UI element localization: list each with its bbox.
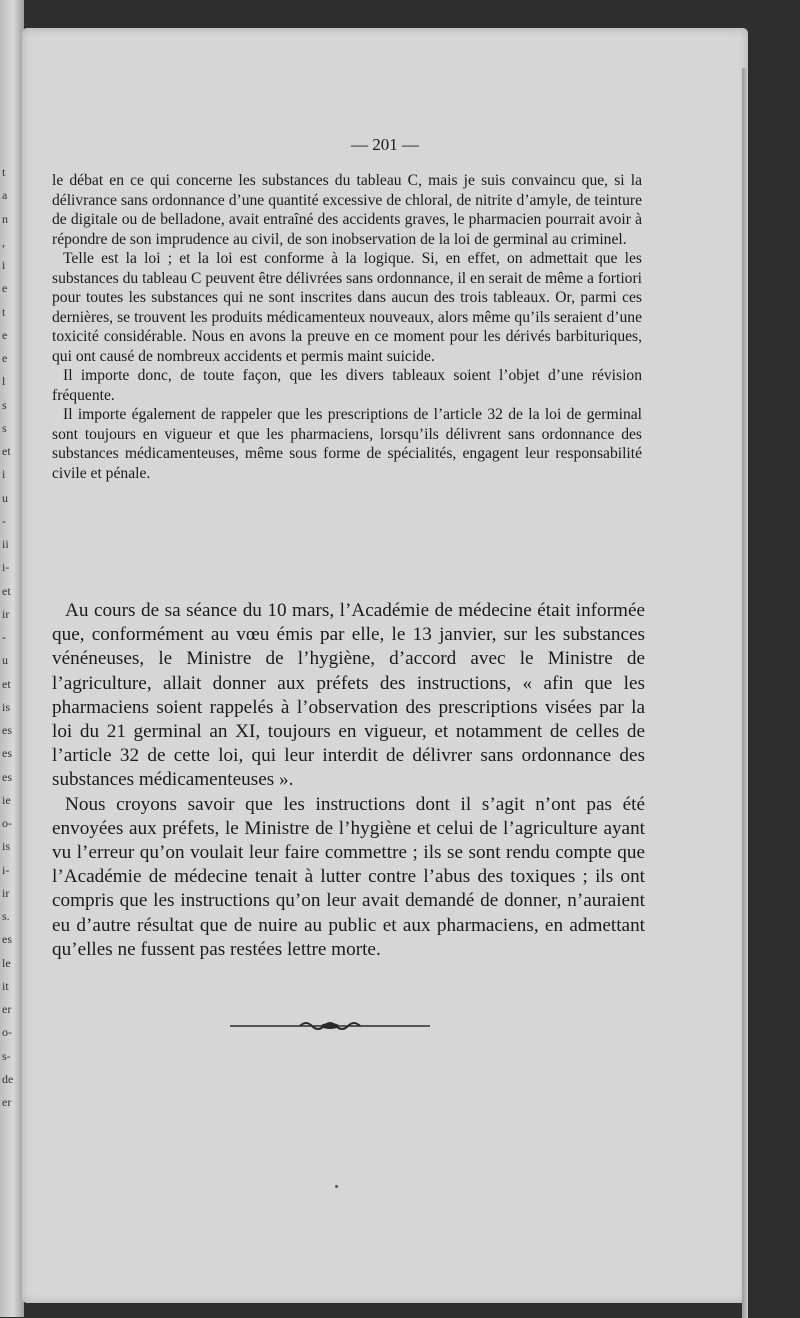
edge-fragment: o- [2, 816, 12, 830]
paragraph: Il importe donc, de toute façon, que les divers tableaux soient l’objet d’une révision fréquente. [52, 367, 642, 404]
edge-fragment: i [2, 467, 6, 482]
paragraph: Telle est la loi ; et la loi est conforme à la logique. Si, en effet, on admettait que les substances du tableau C peuvent être délivrées sans ordonnance, il en serait de même a fortiori pour toutes les substances qui ne sont inscrites dans aucun des trois tableaux. Or, parmi ces dernières, se trouvent les produits médicamenteux nouveaux, alors même qu’ils seraient d’une toxicité considérable. Nous en avons la preuve en ce moment pour les dérivés barbituriques, qui ont causé de nombreux accidents et permis maint suicide. [52, 250, 642, 365]
page-number: — 201 — [351, 135, 419, 154]
paragraph: Il importe également de rappeler que les prescriptions de l’article 32 de la loi de germinal sont toujours en vigueur et que les pharmaciens, lorsqu’ils délivrent sans ordonnance des substances médicamenteuses, même sous forme de spécialités, engagent leur responsabilité civile et pénale. [52, 406, 642, 482]
edge-fragment: e [2, 327, 8, 342]
edge-fragment: ie [2, 792, 11, 807]
edge-fragment: i- [2, 862, 10, 877]
edge-fragment: ir [2, 885, 10, 900]
edge-fragment: l [2, 374, 6, 389]
edge-fragment: es [2, 746, 12, 761]
edge-fragment: is [2, 699, 11, 714]
edge-fragment: le [2, 955, 11, 970]
edge-fragment: n [2, 211, 8, 226]
paragraph: Au cours de sa séance du 10 mars, l’Académie de médecine était informée que, conformément au vœu émis par elle, le 13 janvier, sur les substances vénéneuses, le Ministre de l’hygiène, d’accord avec le Ministre de l’agriculture, allait donner aux préfets des instructions, « afin que les pharmaciens soient rappelés à l’observation des prescriptions visées par la loi du 21 germinal an XI, toujours en vigueur, et notamment de celles de l’article 32 de cette loi, qui leur interdit de délivrer sans ordonnance des substances médicamenteuses ». [52, 600, 645, 791]
previous-page-edge [0, 0, 24, 1317]
quoted-passage [52, 171, 642, 483]
edge-fragment: , [2, 234, 5, 249]
edge-fragment: is [2, 839, 11, 854]
decorative-rule-ornament [230, 1018, 430, 1032]
edge-fragment: u [2, 490, 8, 505]
edge-fragment: it [2, 978, 9, 993]
edge-fragment: et [2, 444, 11, 458]
edge-fragment: s- [2, 1048, 11, 1063]
edge-fragment: ii [2, 537, 9, 551]
edge-fragment: e [2, 281, 8, 296]
edge-fragment: o- [2, 1025, 12, 1040]
speck [335, 1185, 338, 1188]
edge-fragment: ir [2, 606, 10, 621]
edge-fragment: t [2, 165, 6, 179]
edge-fragment: et [2, 676, 11, 691]
main-text [52, 599, 645, 962]
paragraph: Nous croyons savoir que les instructions dont il s’agit n’ont pas été envoyées aux préfets, le Ministre de l’hygiène et celui de l’agriculture ayant vu l’erreur qu’on voulait leur faire commettre ; ils se sont rendu compte que l’Académie de médecine tenait à lutter contre l’abus des toxiques ; ils ont compris que les instructions qu’on leur avait demandé de donner, n’auraient eu d’autre résultat que de nuire au public et aux pharmaciens, en admettant qu’elles ne fussent pas restées lettre morte. [52, 793, 645, 960]
edge-fragment: i [2, 258, 6, 272]
edge-fragment: er [2, 1002, 12, 1016]
edge-fragment: a [2, 188, 8, 203]
edge-fragment: er [2, 1095, 12, 1109]
page-edge-shadow [742, 68, 748, 1318]
book-page [22, 28, 748, 1303]
edge-fragment: de [2, 1071, 14, 1086]
edge-fragment: s. [2, 909, 10, 923]
edge-fragment: u [2, 653, 8, 668]
edge-fragment: es [2, 723, 12, 737]
paragraph: le débat en ce qui concerne les substances du tableau C, mais je suis convaincu que, si la délivrance sans ordonnance d’une quantité excessive de chloral, de nitrite d’amyle, de teinture de digitale ou de belladone, avait entraîné des accidents graves, le pharmacien pourrait avoir à répondre de son imprudence au civil, de son inobservation de la loi de germinal au criminel. [52, 172, 642, 248]
edge-fragment: e [2, 351, 8, 365]
edge-fragment: i- [2, 560, 10, 575]
edge-fragment: - [2, 513, 6, 528]
edge-fragment: t [2, 304, 6, 319]
edge-fragment: s [2, 397, 7, 412]
edge-fragment: es [2, 932, 12, 947]
edge-fragment: es [2, 769, 12, 784]
edge-fragment: - [2, 630, 6, 644]
edge-fragment: et [2, 583, 11, 598]
edge-fragment: s [2, 420, 7, 435]
